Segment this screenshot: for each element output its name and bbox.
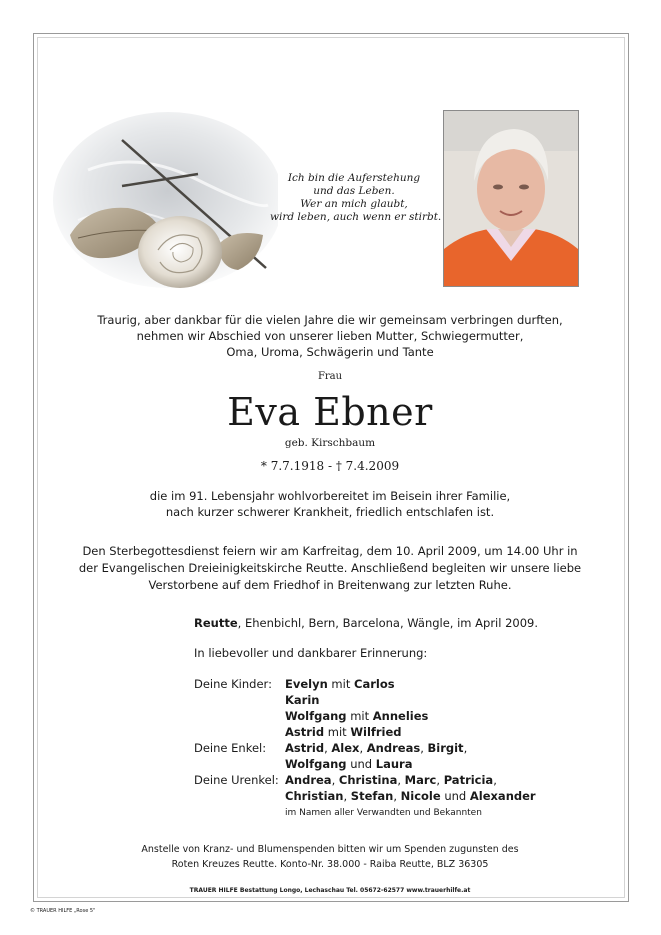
deceased-name: Eva Ebner xyxy=(227,390,433,434)
greatgrandchildren-names xyxy=(285,772,536,804)
passing-text xyxy=(60,488,600,520)
funeral-service-text xyxy=(60,543,600,594)
place-date-line xyxy=(194,616,538,630)
greatgrandchildren-label: Deine Urenkel: xyxy=(194,773,279,787)
family-list xyxy=(194,676,536,804)
quote-line: Ich bin die Auferstehung xyxy=(287,172,421,184)
family-entry: Astrid, Alex, Andreas, Birgit, xyxy=(285,741,468,755)
bible-quote xyxy=(270,172,442,224)
greatgrandchildren-group xyxy=(194,772,536,804)
service-line: Den Sterbegottesdienst feiern wir am Karfreitag, dem 10. April 2009, um 14.00 Uhr in xyxy=(82,544,578,558)
children-group xyxy=(194,676,536,740)
quote-line: Wer an mich glaubt, xyxy=(300,198,408,210)
passing-line: die im 91. Lebensjahr wohlvorbereitet im Beisein ihrer Familie, xyxy=(149,489,511,503)
grandchildren-names xyxy=(285,740,467,772)
children-names xyxy=(285,676,428,740)
funeral-home-footer: TRAUER HILFE Bestattung Longo, Lechaschau Tel. 05672-62577 www.trauerhilfe.at xyxy=(189,887,471,894)
memory-heading: In liebevoller und dankbarer Erinnerung: xyxy=(194,646,428,660)
intro-line: Oma, Uroma, Schwägerin und Tante xyxy=(226,345,434,359)
passing-line: nach kurzer schwerer Krankheit, friedlich entschlafen ist. xyxy=(165,505,495,519)
place-town: Reutte xyxy=(194,616,238,630)
rose-flower xyxy=(138,216,222,288)
copyright-note: © TRAUER HILFE „Rose 5" xyxy=(30,908,96,914)
donation-note xyxy=(60,842,600,872)
family-entry: Evelyn mit Carlos xyxy=(285,677,395,691)
cross-rose-image xyxy=(48,110,278,305)
place-rest: , Ehenbichl, Bern, Barcelona, Wängle, im April 2009. xyxy=(237,616,539,630)
family-entry: Karin xyxy=(285,693,320,707)
family-entry: Christian, Stefan, Nicole und Alexander xyxy=(285,789,536,803)
grandchildren-label: Deine Enkel: xyxy=(194,741,267,755)
family-entry: Wolfgang und Laura xyxy=(285,757,413,771)
portrait-image xyxy=(444,111,578,286)
relatives-note: im Namen aller Verwandten und Bekannten xyxy=(285,808,482,818)
service-line: der Evangelischen Dreieinigkeitskirche Reutte. Anschließend begleiten wir unsere liebe xyxy=(78,561,582,575)
salutation: Frau xyxy=(317,371,343,382)
family-entry: Andrea, Christina, Marc, Patricia, xyxy=(285,773,497,787)
quote-line: und das Leben. xyxy=(313,185,395,197)
intro-text xyxy=(60,312,600,360)
intro-line: nehmen wir Abschied von unserer lieben Mutter, Schwiegermutter, xyxy=(136,329,524,343)
birth-name: geb. Kirschbaum xyxy=(284,437,376,449)
children-label: Deine Kinder: xyxy=(194,677,272,691)
intro-line: Traurig, aber dankbar für die vielen Jahre die wir gemeinsam verbringen durften, xyxy=(97,313,563,327)
family-entry: Wolfgang mit Annelies xyxy=(285,709,429,723)
family-entry: Astrid mit Wilfried xyxy=(285,725,402,739)
service-line: Verstorbene auf dem Friedhof in Breitenwang zur letzten Ruhe. xyxy=(148,578,512,592)
quote-line: wird leben, auch wenn er stirbt. xyxy=(270,211,442,223)
donation-line: Roten Kreuzes Reutte. Konto-Nr. 38.000 - Raiba Reutte, BLZ 36305 xyxy=(171,859,489,870)
life-dates: * 7.7.1918 - † 7.4.2009 xyxy=(260,459,400,473)
donation-line: Anstelle von Kranz- und Blumenspenden bitten wir um Spenden zugunsten des xyxy=(141,844,519,855)
portrait-photo xyxy=(443,110,579,287)
grandchildren-group xyxy=(194,740,536,772)
